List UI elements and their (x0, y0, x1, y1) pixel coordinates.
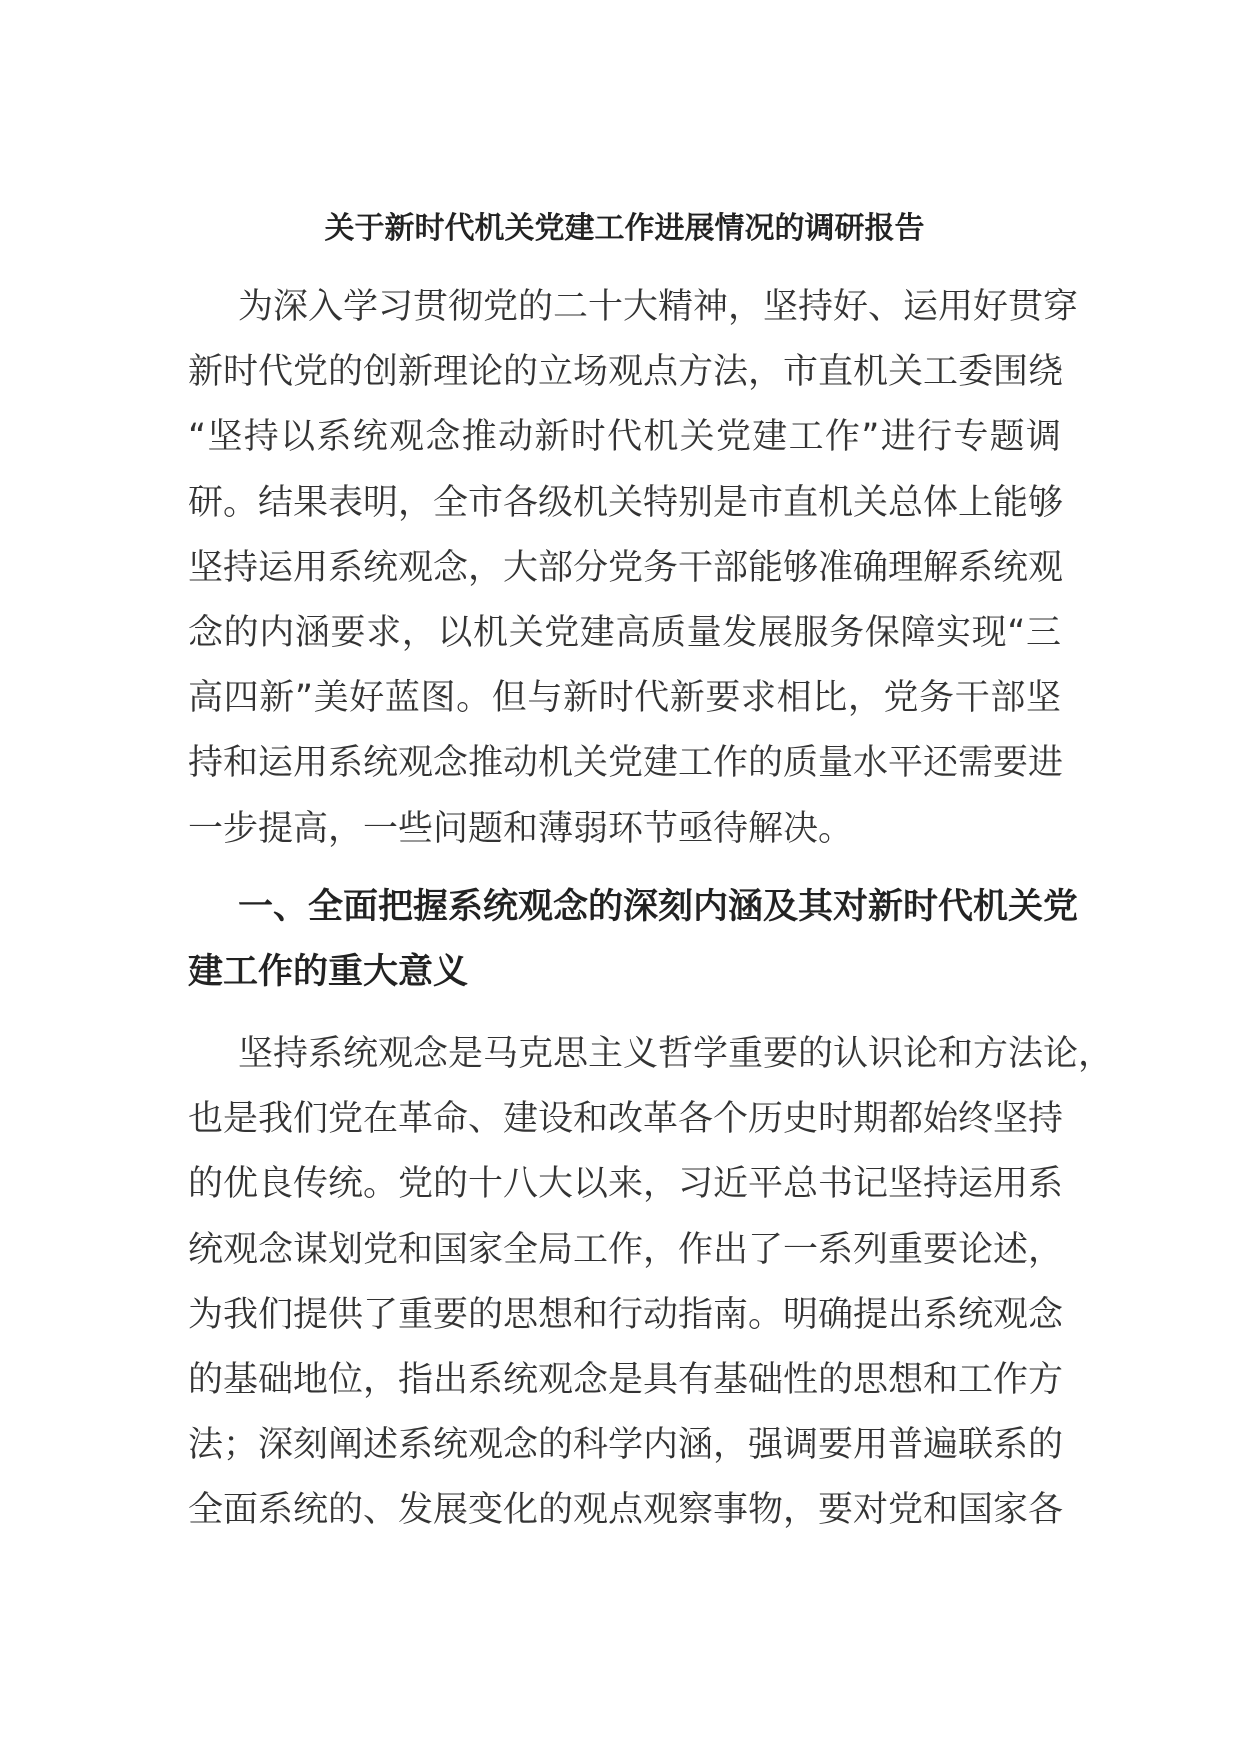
text-line: 研。结果表明，全市各级机关特别是市直机关总体上能够 (188, 482, 1064, 523)
section-heading-1 (188, 875, 1079, 1005)
text-line: 坚持运用系统观念，大部分党务干部能够准确理解系统观 (188, 547, 1064, 588)
text-line: 为深入学习贯彻党的二十大精神，坚持好、运用好贯穿 (238, 287, 1079, 327)
heading-line: 建工作的重大意义 (188, 951, 469, 992)
text-line: 念的内涵要求，以机关党建高质量发展服务保障实现“三 (188, 612, 1061, 653)
text-line: 持和运用系统观念推动机关党建工作的质量水平还需要进 (188, 743, 1064, 784)
text-line: 高四新”美好蓝图。但与新时代新要求相比，党务干部坚 (188, 678, 1061, 719)
text-line: 新时代党的创新理论的立场观点方法，市直机关工委围绕 (188, 352, 1064, 393)
text-line: 坚持系统观念是马克思主义哲学重要的认识论和方法论， (238, 1034, 1114, 1075)
text-line: 的基础地位，指出系统观念是具有基础性的思想和工作方 (188, 1360, 1064, 1400)
text-line: 的优良传统。党的十八大以来，习近平总书记坚持运用系 (188, 1164, 1064, 1205)
document-page (188, 196, 1114, 1544)
text-line: 统观念谋划党和国家全局工作，作出了一系列重要论述， (188, 1229, 1064, 1270)
text-line: “坚持以系统观念推动新时代机关党建工作”进行专题调 (188, 417, 1061, 458)
text-line: 为我们提供了重要的思想和行动指南。明确提出系统观念 (188, 1294, 1064, 1335)
text-line: 一步提高，一些问题和薄弱环节亟待解决。 (188, 808, 854, 849)
text-line: 法；深刻阐述系统观念的科学内涵，强调要用普遍联系的 (188, 1425, 1064, 1466)
paragraph-intro (188, 275, 1079, 862)
paragraph-section-1 (188, 1022, 1114, 1544)
document-title: 关于新时代机关党建工作进展情况的调研报告 (324, 211, 925, 246)
text-line: 也是我们党在革命、建设和改革各个历史时期都始终坚持 (188, 1099, 1064, 1140)
heading-line: 一、全面把握系统观念的深刻内涵及其对新时代机关党 (238, 886, 1079, 927)
text-line: 全面系统的、发展变化的观点观察事物，要对党和国家各 (188, 1490, 1064, 1531)
